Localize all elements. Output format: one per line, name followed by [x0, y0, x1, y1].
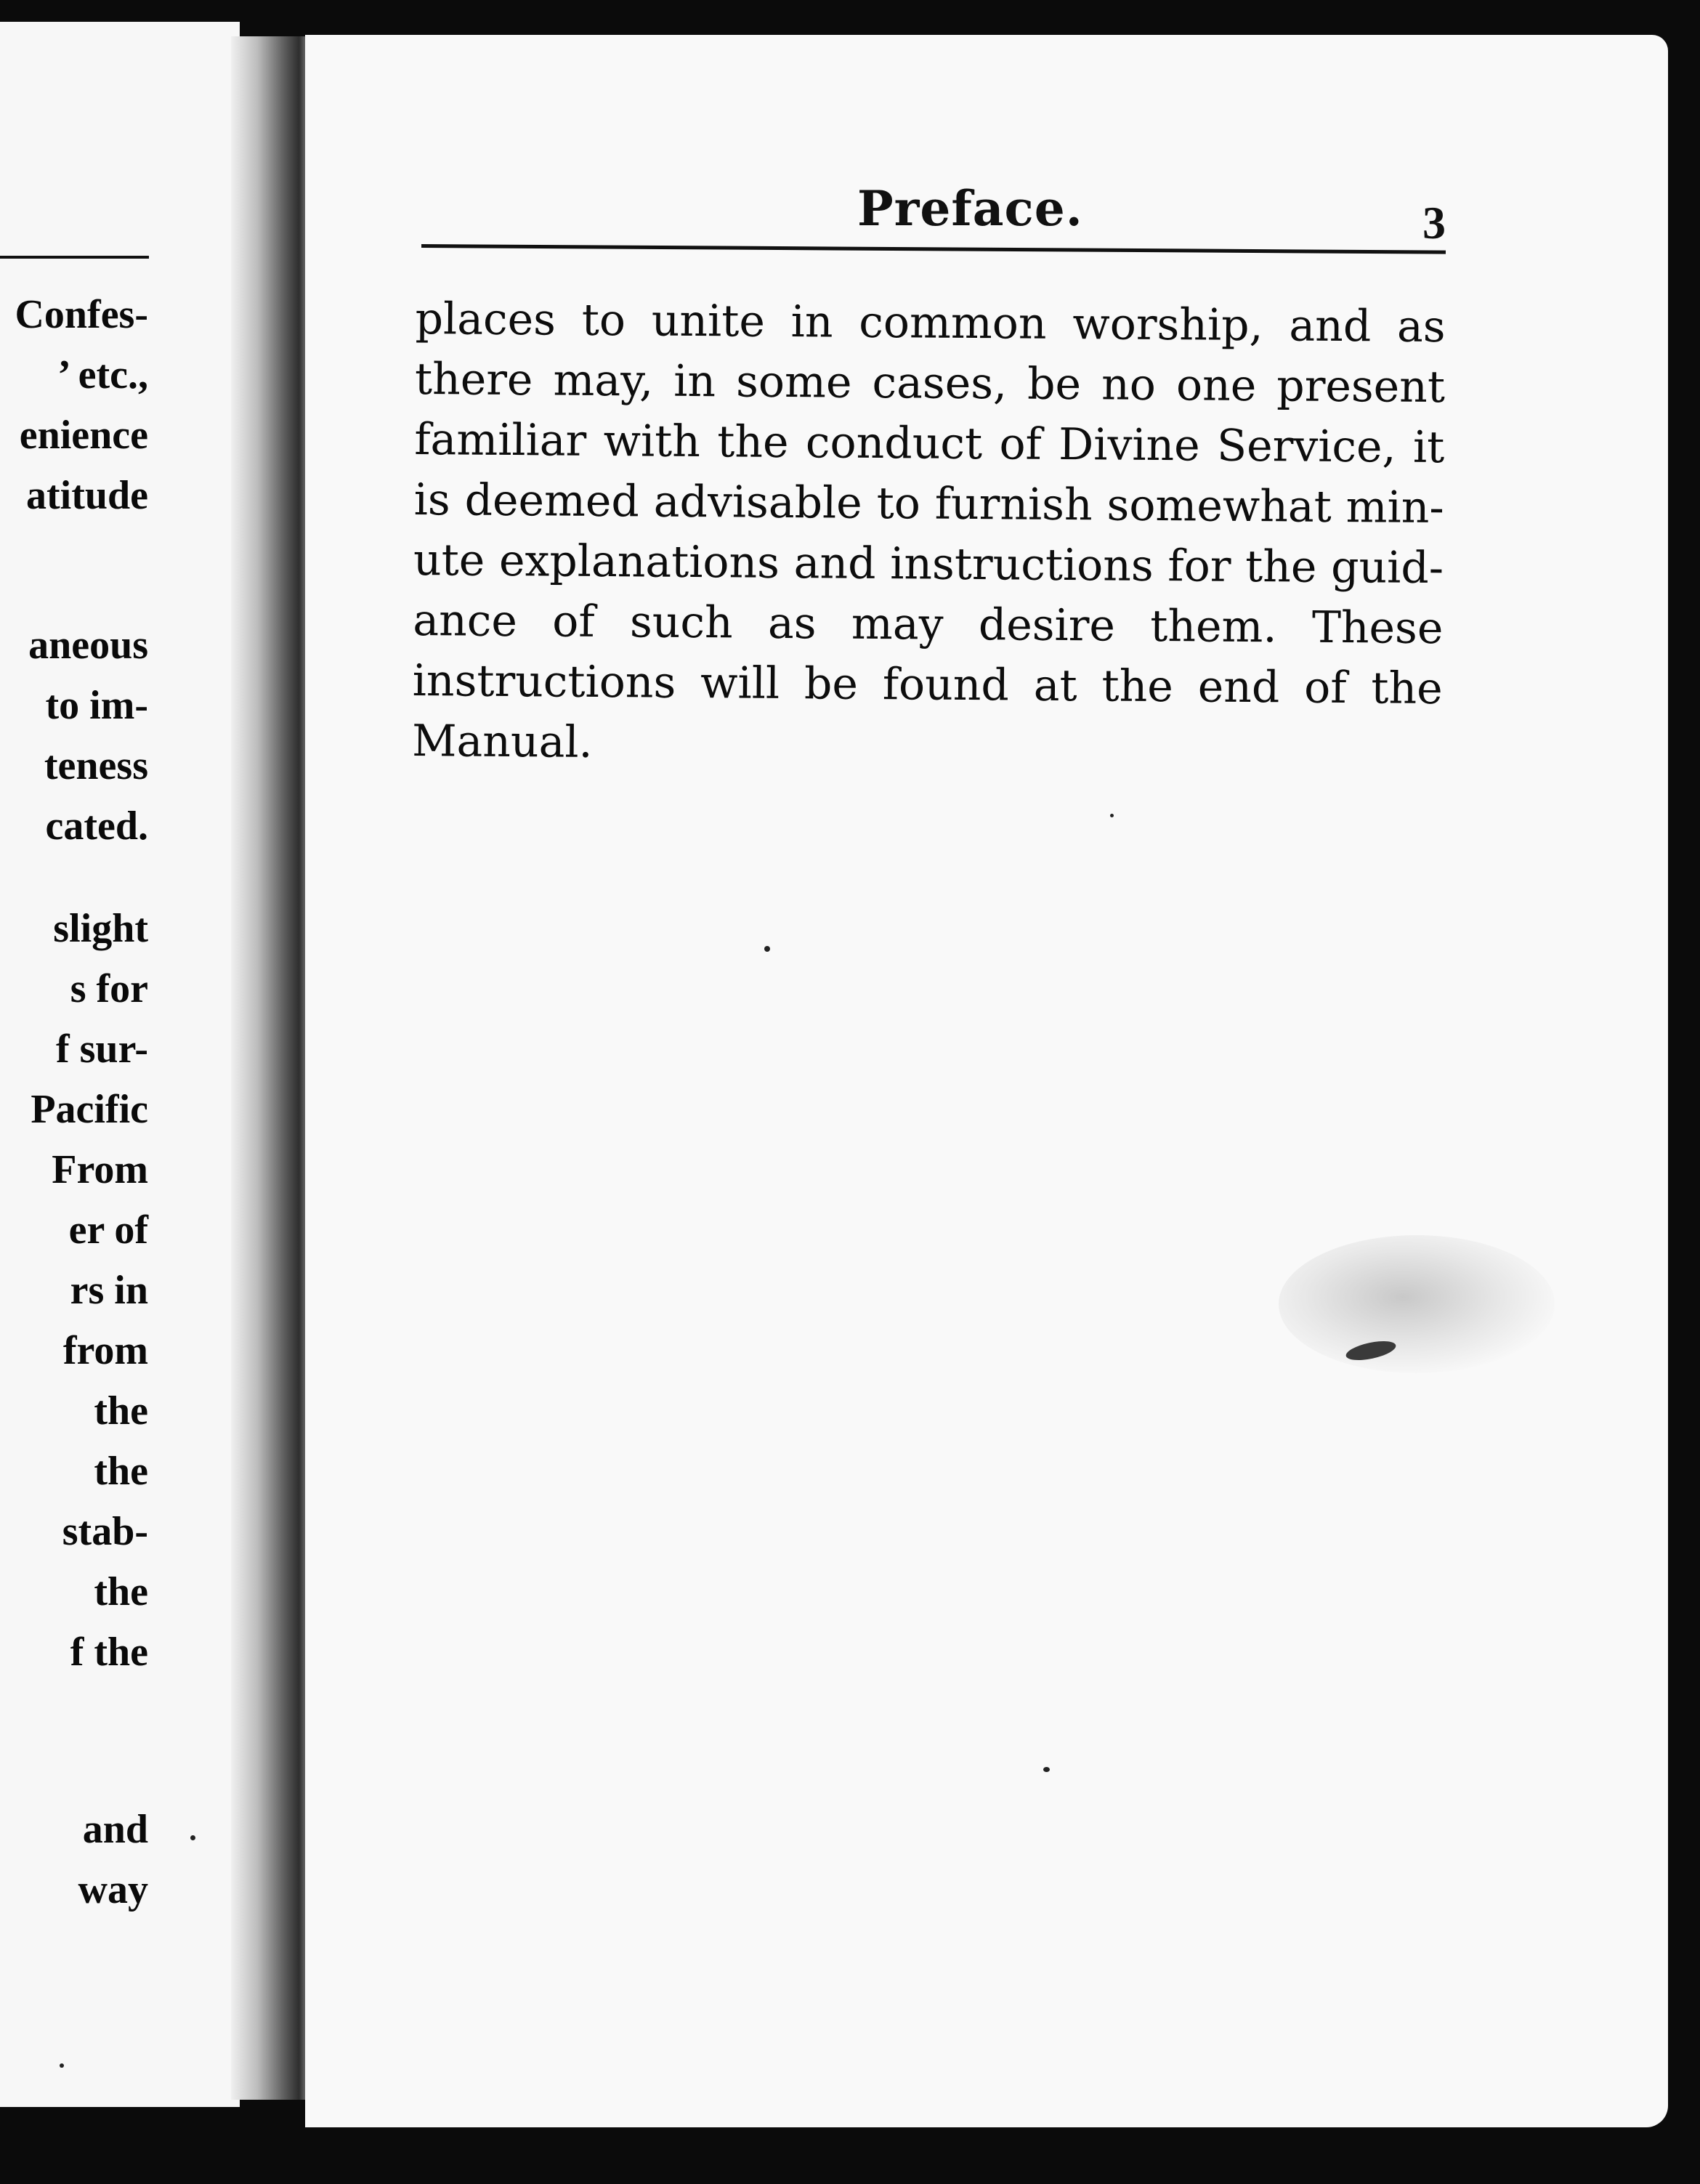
paper-speck [190, 1835, 195, 1840]
paper-speck [60, 2063, 64, 2068]
header-rule [421, 244, 1446, 254]
left-text-line: From [52, 1147, 148, 1192]
left-header-rule [0, 256, 149, 259]
left-text-line: er of [68, 1208, 148, 1253]
paper-stain [1279, 1235, 1555, 1373]
body-text-line: familiar with the conduct of Divine Service, it [414, 413, 1445, 474]
left-text-line: slight [53, 906, 148, 951]
left-text-line: way [78, 1867, 148, 1912]
left-text-line: stab- [62, 1509, 148, 1554]
left-text-line: to im- [45, 683, 148, 728]
page-body-text [412, 289, 1446, 780]
left-text-line: enience [19, 413, 148, 458]
left-text-line: s for [70, 966, 148, 1011]
left-text-line: the [94, 1449, 148, 1494]
running-title: Preface. [857, 180, 1083, 237]
body-text-line: instructions will be found at the end of the [412, 655, 1443, 715]
left-text-line: from [62, 1328, 148, 1373]
body-text-line: ance of such as may desire them. These [413, 594, 1444, 655]
page-number: 3 [1422, 197, 1446, 248]
body-text-line: is deemed advisable to furnish somewhat min- [413, 474, 1444, 534]
body-text-line: places to unite in common worship, and as [415, 293, 1446, 353]
left-text-line: Pacific [31, 1087, 148, 1132]
facing-page-left [0, 22, 240, 2107]
left-text-line: f the [70, 1630, 148, 1675]
left-text-line: the [94, 1388, 148, 1433]
left-text-line: and [82, 1807, 148, 1852]
left-text-line: rs in [70, 1268, 148, 1313]
body-text-line: ute explanations and instructions for the guid- [413, 534, 1444, 594]
left-text-line: teness [44, 743, 148, 788]
body-text-line: there may, in some cases, be no one present [414, 353, 1446, 413]
left-text-line: atitude [26, 473, 148, 518]
left-text-line: cated. [45, 804, 148, 849]
body-text-line: Manual. [411, 715, 593, 768]
paper-speck [1043, 1767, 1050, 1772]
paper-speck [1110, 814, 1114, 817]
left-text-line: the [94, 1569, 148, 1614]
page-header [421, 167, 1446, 269]
paper-speck [764, 946, 770, 952]
left-text-line: ’ etc., [57, 352, 148, 397]
left-text-line: f sur- [55, 1027, 148, 1072]
left-text-line: Confes- [15, 292, 148, 337]
left-text-line: aneous [28, 623, 148, 668]
